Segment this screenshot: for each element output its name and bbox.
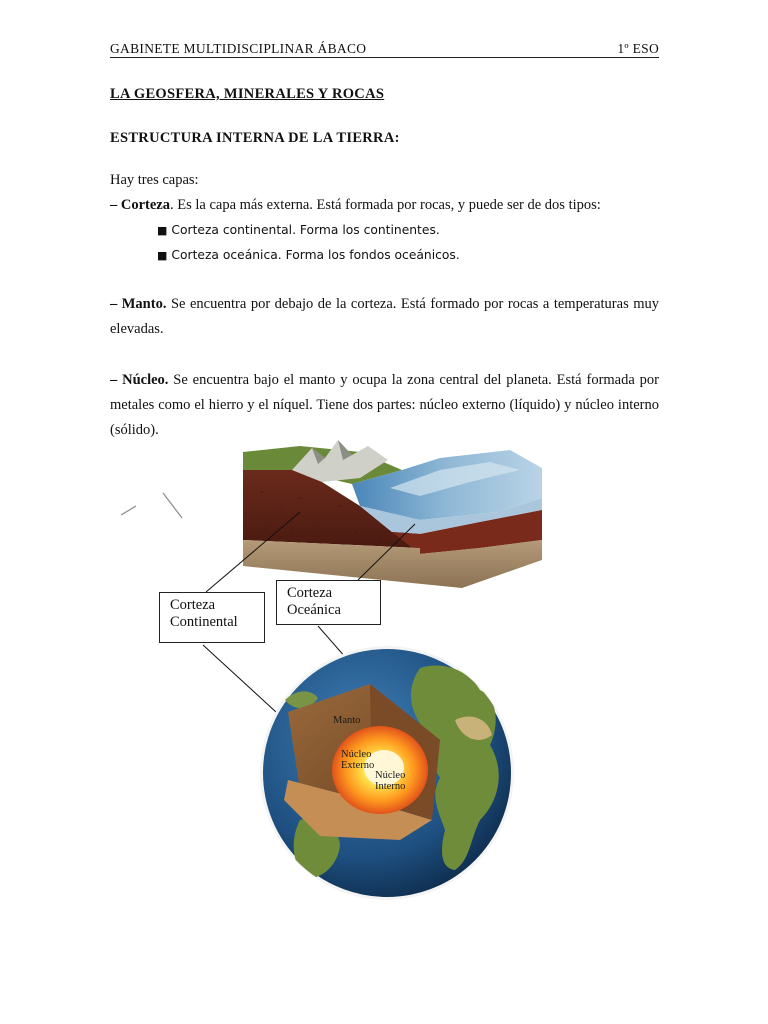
crust-block-illustration bbox=[243, 440, 542, 588]
corteza-text: . Es la capa más externa. Está formada por rocas, y puede ser de dos tipos: bbox=[169, 197, 601, 213]
manto-text: Se encuentra por debajo de la corteza. Está formado por rocas a temperaturas muy elevadas. bbox=[110, 296, 659, 337]
header-left: GABINETE MULTIDISCIPLINAR ÁBACO bbox=[110, 41, 367, 56]
header-right: 1º ESO bbox=[617, 41, 659, 56]
square-bullet-icon: ■ bbox=[157, 249, 168, 262]
manto-dash: – bbox=[110, 296, 122, 312]
label-line: Oceánica bbox=[287, 602, 341, 618]
label-line: Núcleo bbox=[375, 770, 406, 781]
page-title: LA GEOSFERA, MINERALES Y ROCAS bbox=[110, 86, 385, 102]
label-line: Corteza bbox=[170, 597, 216, 613]
label-box-continental bbox=[159, 592, 265, 643]
nucleo-text: Se encuentra bajo el manto y ocupa la zona central del planeta. Está formada por metales como el hierro y el níquel. Tiene dos partes: núcleo externo (líquido) y núcleo interno (sólido). bbox=[110, 372, 659, 438]
square-bullet-icon: ■ bbox=[157, 224, 168, 237]
stray-marks bbox=[121, 493, 182, 518]
earth-label-nucleo-interno bbox=[375, 770, 405, 792]
intro-text: Hay tres capas: bbox=[110, 172, 199, 188]
section-title: ESTRUCTURA INTERNA DE LA TIERRA: bbox=[110, 130, 400, 146]
bullet-text: Corteza oceánica. Forma los fondos oceánicos. bbox=[171, 248, 460, 262]
corteza-term: Corteza bbox=[120, 197, 170, 213]
manto-term: Manto. bbox=[121, 296, 167, 312]
earth-label-manto: Manto bbox=[333, 715, 361, 726]
label-line: Externo bbox=[341, 760, 375, 771]
corteza-dash: – bbox=[110, 197, 121, 213]
label-line: Núcleo bbox=[341, 749, 372, 760]
nucleo-term: Núcleo. bbox=[122, 372, 169, 388]
label-box-oceanica bbox=[276, 580, 381, 625]
label-line: Interno bbox=[375, 781, 406, 792]
earth-label-nucleo-externo bbox=[341, 749, 374, 771]
nucleo-dash: – bbox=[110, 372, 123, 388]
label-line: Corteza bbox=[287, 585, 333, 601]
bullet-text: Corteza continental. Forma los continentes. bbox=[171, 223, 440, 237]
label-line: Continental bbox=[170, 614, 238, 630]
